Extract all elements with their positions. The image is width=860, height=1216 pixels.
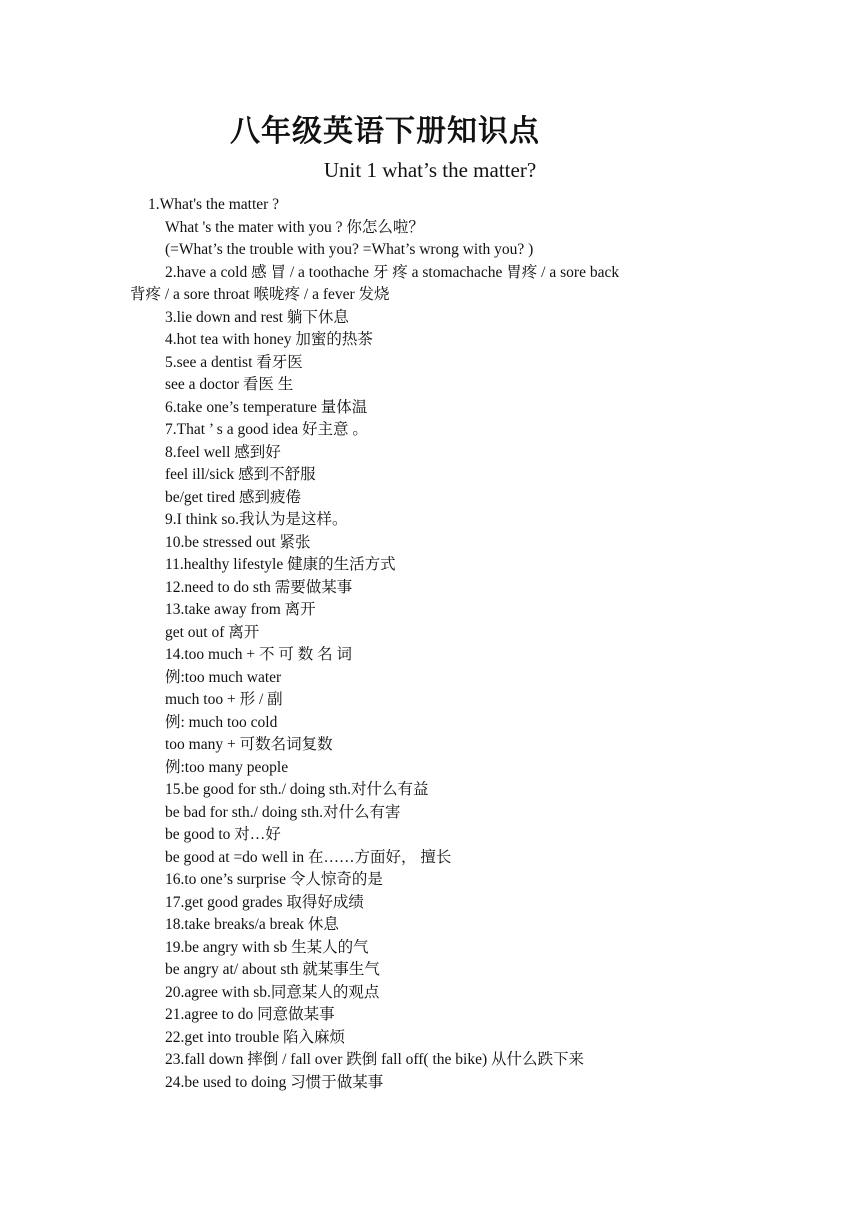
note-line: 5.see a dentist 看牙医 (165, 353, 303, 371)
note-line: 17.get good grades 取得好成绩 (165, 893, 364, 911)
note-line: too many + 可数名词复数 (165, 736, 333, 753)
note-line: feel ill/sick 感到不舒服 (165, 466, 316, 483)
note-line: 3.lie down and rest 躺下休息 (165, 308, 349, 326)
note-line: 20.agree with sb.同意某人的观点 (165, 983, 380, 1001)
note-line: 18.take breaks/a break 休息 (165, 916, 339, 933)
note-line: 11.healthy lifestyle 健康的生活方式 (165, 556, 396, 573)
note-line: 24.be used to doing 习惯于做某事 (165, 1073, 384, 1091)
note-line: What 's the mater with you ? 你怎么啦？ (165, 218, 424, 236)
note-line: 14.too much + 不 可 数 名 词 (165, 646, 352, 663)
note-line: 例:too much water (165, 668, 282, 686)
note-line: (=What’s the trouble with you? =What’s wrong with you? ) (165, 241, 534, 258)
note-line: get out of 离开 (165, 623, 260, 641)
note-line: 9.I think so.我认为是这样。 (165, 511, 348, 528)
note-line: 8.feel well 感到好 (165, 443, 281, 461)
note-line: 例: much too cold (165, 713, 278, 731)
note-line: 15.be good for sth./ doing sth.对什么有益 (165, 781, 429, 798)
note-line: be good at =do well in 在……方面好， 擅长 (165, 848, 452, 866)
note-line: 12.need to do sth 需要做某事 (165, 578, 353, 596)
note-line: be bad for sth./ doing sth.对什么有害 (165, 803, 401, 821)
note-line: 10.be stressed out 紧张 (165, 533, 311, 551)
note-line: much too + 形 / 副 (165, 691, 283, 708)
note-line: 7.That ’ s a good idea 好主意 。 (165, 421, 368, 438)
note-line: 6.take one’s temperature 量体温 (165, 398, 368, 416)
note-line: 13.take away from 离开 (165, 601, 316, 618)
note-line: 背疼 / a sore throat 喉咙疼 / a fever 发烧 (130, 286, 390, 303)
note-line: 21.agree to do 同意做某事 (165, 1006, 335, 1023)
note-line: be good to 对…好 (165, 826, 281, 843)
note-line: 2.have a cold 感 冒 / a toothache 牙 疼 a stomachache 胃疼 / a sore back (165, 263, 620, 281)
unit-heading: Unit 1 what’s the matter? (323, 158, 537, 182)
page-title: 八年级英语下册知识点 (230, 114, 540, 149)
note-line: 1.What's the matter ? (148, 196, 280, 213)
note-line: 22.get into trouble 陷入麻烦 (165, 1028, 345, 1046)
note-line: see a doctor 看医 生 (165, 376, 294, 393)
note-line: 19.be angry with sb 生某人的气 (165, 938, 369, 956)
note-line: 23.fall down 摔倒 / fall over 跌倒 fall off( the bike) 从什么跌下来 (165, 1051, 584, 1068)
note-line: be/get tired 感到疲倦 (165, 488, 302, 506)
note-line: 4.hot tea with honey 加蜜的热茶 (165, 331, 373, 348)
note-line: 例:too many people (165, 758, 289, 776)
note-line: 16.to one’s surprise 令人惊奇的是 (165, 871, 383, 888)
note-line: be angry at/ about sth 就某事生气 (165, 961, 380, 978)
